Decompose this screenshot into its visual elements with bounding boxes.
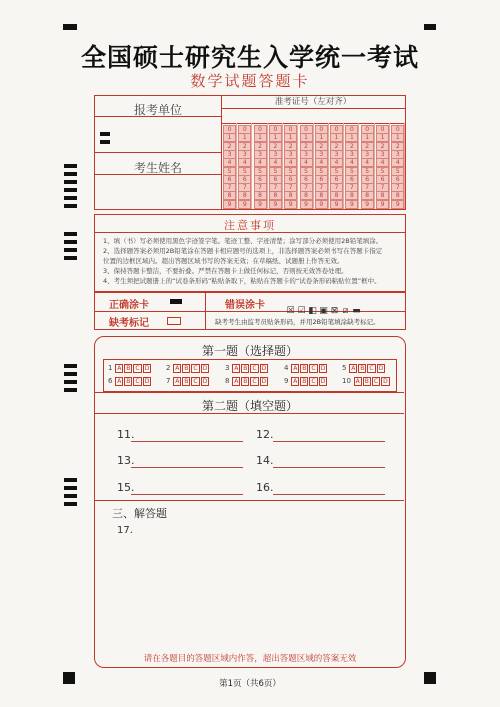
digit-bubble[interactable]: 5 <box>345 167 358 176</box>
choice-option-1-C[interactable]: C <box>135 365 140 372</box>
choice-option-8-A[interactable]: A <box>234 378 239 385</box>
choice-option-10-C[interactable]: C <box>373 378 379 385</box>
choice-number: 8 <box>225 377 232 385</box>
footer-warning: 请在各题目的答题区域内作答，超出答题区域的答案无效 <box>143 654 357 664</box>
digit-bubble[interactable]: 5 <box>269 167 282 176</box>
digit-bubble[interactable]: 0 <box>361 125 374 134</box>
exam-number-column <box>313 123 329 209</box>
choice-option-8-D[interactable]: D <box>261 378 267 385</box>
digit-bubble[interactable]: 6 <box>330 175 343 184</box>
page-number: 第1页（共6页） <box>219 679 281 689</box>
timing-mark <box>64 256 77 260</box>
timing-mark <box>64 172 77 176</box>
digit-bubble[interactable]: 5 <box>223 167 236 176</box>
digit-bubble[interactable]: 0 <box>223 125 236 134</box>
exam-number-write-row[interactable] <box>221 108 405 124</box>
digit-bubble[interactable]: 4 <box>376 158 389 167</box>
choice-item-5 <box>342 364 386 373</box>
digit-bubble[interactable]: 5 <box>361 167 374 176</box>
timing-mark <box>64 188 77 192</box>
digit-bubble[interactable]: 6 <box>254 175 267 184</box>
digit-bubble[interactable]: 4 <box>238 158 251 167</box>
digit-bubble[interactable]: 2 <box>254 142 267 151</box>
blank-label-14: 14. <box>256 454 274 467</box>
digit-bubble[interactable]: 6 <box>269 175 282 184</box>
blank-answer-15[interactable] <box>131 494 243 495</box>
digit-bubble[interactable]: 1 <box>376 133 389 142</box>
section-divider <box>94 500 404 501</box>
choice-number: 9 <box>284 377 291 385</box>
digit-bubble[interactable]: 8 <box>300 191 313 200</box>
exam-number-column <box>359 123 375 209</box>
digit-bubble[interactable]: 4 <box>330 158 343 167</box>
choice-item-8 <box>225 377 269 386</box>
timing-mark <box>64 486 77 490</box>
digit-bubble[interactable]: 9 <box>254 200 267 209</box>
blank-label-16: 16. <box>256 481 274 494</box>
timing-mark <box>64 180 77 184</box>
wrong-fill-sample-icon: ▬ <box>352 306 361 316</box>
exam-number-column <box>221 123 237 209</box>
wrong-fill-sample-icon: ◧ <box>308 306 317 316</box>
digit-bubble[interactable]: 1 <box>269 133 282 142</box>
choice-option-5-A[interactable]: A <box>351 365 356 372</box>
digit-bubble[interactable]: 6 <box>300 175 313 184</box>
choice-option-4-D[interactable]: D <box>320 365 326 372</box>
digit-bubble[interactable]: 9 <box>391 200 404 209</box>
digit-bubble[interactable]: 9 <box>345 200 358 209</box>
timing-mark <box>64 494 77 498</box>
choice-number: 1 <box>108 364 115 372</box>
choice-option-7-C[interactable]: C <box>193 378 198 385</box>
digit-bubble[interactable]: 9 <box>284 200 297 209</box>
digit-bubble[interactable]: 0 <box>300 125 313 134</box>
timing-mark <box>64 164 77 168</box>
digit-bubble[interactable]: 0 <box>376 125 389 134</box>
digit-bubble[interactable]: 9 <box>238 200 251 209</box>
absent-mark-box[interactable] <box>167 317 181 325</box>
timing-mark <box>64 388 77 392</box>
choice-option-2-A[interactable]: A <box>175 365 180 372</box>
digit-bubble[interactable]: 6 <box>284 175 297 184</box>
exam-number-column <box>267 123 283 209</box>
wrong-fill-sample-icon: ☑ <box>297 306 306 316</box>
digit-bubble[interactable]: 4 <box>254 158 267 167</box>
choice-item-2 <box>166 364 210 373</box>
notice-line: 2、选择题答案必须用2B铅笔涂在答题卡相应题号的选项上，非选择题答案必须书写在答题卡指定 <box>103 247 383 255</box>
choice-option-8-B[interactable]: B <box>243 378 248 385</box>
digit-bubble[interactable]: 0 <box>238 125 251 134</box>
choice-option-3-B[interactable]: B <box>243 365 248 372</box>
digit-bubble[interactable]: 2 <box>376 142 389 151</box>
digit-bubble[interactable]: 9 <box>223 200 236 209</box>
digit-bubble[interactable]: 9 <box>376 200 389 209</box>
blank-answer-11[interactable] <box>131 441 243 442</box>
digit-bubble[interactable]: 8 <box>269 191 282 200</box>
digit-bubble[interactable]: 1 <box>391 133 404 142</box>
digit-bubble[interactable]: 3 <box>300 150 313 159</box>
choice-option-4-A[interactable]: A <box>293 365 298 372</box>
digit-bubble[interactable]: 1 <box>300 133 313 142</box>
choice-number: 3 <box>225 364 232 372</box>
choice-option-6-B[interactable]: B <box>126 378 131 385</box>
digit-bubble[interactable]: 9 <box>315 200 328 209</box>
digit-bubble[interactable]: 7 <box>238 183 251 192</box>
digit-bubble[interactable]: 4 <box>223 158 236 167</box>
digit-bubble[interactable]: 1 <box>330 133 343 142</box>
choice-option-4-B[interactable]: B <box>302 365 307 372</box>
digit-bubble[interactable]: 3 <box>223 150 236 159</box>
choice-option-9-D[interactable]: D <box>320 378 326 385</box>
choice-item-10 <box>342 377 390 386</box>
exam-number-column <box>374 123 390 209</box>
digit-bubble[interactable]: 4 <box>345 158 358 167</box>
digit-bubble[interactable]: 8 <box>330 191 343 200</box>
choice-option-5-C[interactable]: C <box>369 365 374 372</box>
digit-bubble[interactable]: 9 <box>361 200 374 209</box>
digit-bubble[interactable]: 8 <box>315 191 328 200</box>
absent-mark-label: 缺考标记 <box>109 318 149 329</box>
digit-bubble[interactable]: 2 <box>361 142 374 151</box>
digit-bubble[interactable]: 7 <box>391 183 404 192</box>
choice-option-9-C[interactable]: C <box>311 378 316 385</box>
digit-bubble[interactable]: 3 <box>345 150 358 159</box>
page-subtitle: 数学试题答题卡 <box>190 72 310 90</box>
notice-block <box>94 214 406 292</box>
timing-mark <box>64 478 77 482</box>
digit-bubble[interactable]: 5 <box>284 167 297 176</box>
digit-bubble[interactable]: 6 <box>345 175 358 184</box>
digit-bubble[interactable]: 2 <box>300 142 313 151</box>
digit-bubble[interactable]: 1 <box>254 133 267 142</box>
digit-bubble[interactable]: 8 <box>254 191 267 200</box>
registration-mark <box>63 672 75 684</box>
digit-bubble[interactable]: 8 <box>284 191 297 200</box>
exam-unit-label: 报考单位 <box>133 103 182 117</box>
choice-option-7-A[interactable]: A <box>175 378 180 385</box>
name-field[interactable] <box>95 174 221 209</box>
left-info-panel <box>95 96 222 209</box>
blank-label-13: 13. <box>117 454 135 467</box>
digit-bubble[interactable]: 0 <box>254 125 267 134</box>
exam-number-column <box>343 123 359 209</box>
digit-bubble[interactable]: 8 <box>376 191 389 200</box>
choice-option-1-A[interactable]: A <box>117 365 122 372</box>
digit-bubble[interactable]: 1 <box>315 133 328 142</box>
correct-fill-label: 正确涂卡 <box>109 300 149 311</box>
blank-answer-14[interactable] <box>273 467 385 468</box>
exam-number-column <box>282 123 298 209</box>
section-divider <box>94 413 404 414</box>
blank-answer-16[interactable] <box>273 494 385 495</box>
digit-bubble[interactable]: 6 <box>315 175 328 184</box>
question-17-label: 17. <box>117 525 133 536</box>
wrong-fill-sample-icon: ▣ <box>319 306 328 316</box>
wrong-fill-sample-icon: ☒ <box>286 306 295 316</box>
digit-bubble[interactable]: 4 <box>300 158 313 167</box>
digit-bubble[interactable]: 7 <box>284 183 297 192</box>
notice-line: 1、填（书）写必须使用黑色字迹签字笔。笔迹工整、字迹清楚；涂写部分必须使用2B铅笔填涂。 <box>103 237 383 245</box>
choice-option-8-C[interactable]: C <box>252 378 257 385</box>
section-essay-title: 三、解答题 <box>112 507 167 520</box>
digit-bubble[interactable]: 0 <box>315 125 328 134</box>
timing-mark <box>64 364 77 368</box>
digit-bubble[interactable]: 5 <box>315 167 328 176</box>
digit-bubble[interactable]: 3 <box>269 150 282 159</box>
notice-line: 3、保持答题卡整洁，不要折叠。严禁在答题卡上做任何标记，否则按无效答卷处理。 <box>103 267 348 275</box>
digit-bubble[interactable]: 5 <box>254 167 267 176</box>
choice-item-9 <box>284 377 328 386</box>
digit-bubble[interactable]: 3 <box>391 150 404 159</box>
digit-bubble[interactable]: 3 <box>315 150 328 159</box>
digit-bubble[interactable]: 0 <box>269 125 282 134</box>
exam-number-label: 准考证号（左对齐） <box>221 96 405 109</box>
candidate-info-block <box>94 95 406 210</box>
choice-option-1-B[interactable]: B <box>126 365 131 372</box>
digit-bubble[interactable]: 5 <box>376 167 389 176</box>
digit-bubble[interactable]: 7 <box>376 183 389 192</box>
digit-bubble[interactable]: 7 <box>223 183 236 192</box>
digit-bubble[interactable]: 7 <box>330 183 343 192</box>
choice-item-6 <box>108 377 152 386</box>
notice-line: 4、考生须把试题册上的“试卷条形码”粘贴条取下，粘贴在答题卡的“试卷条形码粘贴位置”框中。 <box>103 277 381 285</box>
digit-bubble[interactable]: 8 <box>345 191 358 200</box>
digit-bubble[interactable]: 6 <box>238 175 251 184</box>
choice-number: 7 <box>166 377 173 385</box>
digit-bubble[interactable]: 2 <box>238 142 251 151</box>
choice-item-4 <box>284 364 328 373</box>
blank-label-12: 12. <box>256 428 274 441</box>
digit-bubble[interactable]: 3 <box>376 150 389 159</box>
registration-mark <box>424 24 436 30</box>
choice-option-5-D[interactable]: D <box>378 365 384 372</box>
exam-number-column <box>328 123 344 209</box>
choice-item-1 <box>108 364 152 373</box>
digit-bubble[interactable]: 4 <box>361 158 374 167</box>
exam-unit-field[interactable] <box>95 116 221 153</box>
section-choice-title: 第一题（选择题） <box>201 344 298 358</box>
choice-option-3-C[interactable]: C <box>252 365 257 372</box>
question-17-answer-area[interactable] <box>104 540 394 645</box>
timing-mark <box>64 196 77 200</box>
choice-option-2-D[interactable]: D <box>202 365 208 372</box>
digit-bubble[interactable]: 2 <box>345 142 358 151</box>
exam-number-column <box>236 123 252 209</box>
digit-bubble[interactable]: 8 <box>361 191 374 200</box>
timing-mark <box>64 372 77 376</box>
digit-bubble[interactable]: 7 <box>315 183 328 192</box>
exam-number-column <box>252 123 268 209</box>
registration-mark <box>424 672 436 684</box>
digit-bubble[interactable]: 3 <box>330 150 343 159</box>
digit-bubble[interactable]: 2 <box>315 142 328 151</box>
choice-item-7 <box>166 377 210 386</box>
digit-bubble[interactable]: 2 <box>284 142 297 151</box>
choice-number: 6 <box>108 377 115 385</box>
section-divider <box>94 392 404 393</box>
choice-option-10-D[interactable]: D <box>383 378 388 385</box>
digit-bubble[interactable]: 7 <box>345 183 358 192</box>
wrong-fill-sample-icon: ⧄ <box>342 306 349 316</box>
digit-bubble[interactable]: 7 <box>269 183 282 192</box>
notice-title: 注意事项 <box>224 219 276 232</box>
digit-bubble[interactable]: 8 <box>238 191 251 200</box>
notice-divider <box>95 232 405 233</box>
digit-bubble[interactable]: 4 <box>315 158 328 167</box>
digit-bubble[interactable]: 9 <box>330 200 343 209</box>
choice-option-9-A[interactable]: A <box>293 378 298 385</box>
digit-bubble[interactable]: 6 <box>361 175 374 184</box>
choice-option-6-D[interactable]: D <box>144 378 150 385</box>
choice-option-7-B[interactable]: B <box>184 378 189 385</box>
digit-bubble[interactable]: 7 <box>254 183 267 192</box>
choice-option-5-B[interactable]: B <box>360 365 365 372</box>
choice-item-3 <box>225 364 269 373</box>
digit-bubble[interactable]: 9 <box>300 200 313 209</box>
fill-legend-block <box>94 292 406 330</box>
digit-bubble[interactable]: 2 <box>330 142 343 151</box>
choice-option-3-D[interactable]: D <box>261 365 267 372</box>
digit-bubble[interactable]: 1 <box>361 133 374 142</box>
blank-answer-13[interactable] <box>131 467 243 468</box>
digit-bubble[interactable]: 0 <box>330 125 343 134</box>
digit-bubble[interactable]: 4 <box>284 158 297 167</box>
digit-bubble[interactable]: 7 <box>361 183 374 192</box>
wrong-fill-samples-icon <box>285 298 362 317</box>
digit-bubble[interactable]: 5 <box>391 167 404 176</box>
timing-mark <box>64 232 77 236</box>
digit-bubble[interactable]: 3 <box>361 150 374 159</box>
digit-bubble[interactable]: 5 <box>300 167 313 176</box>
choice-option-4-C[interactable]: C <box>311 365 316 372</box>
choice-option-3-A[interactable]: A <box>234 365 239 372</box>
choice-option-6-A[interactable]: A <box>117 378 122 385</box>
digit-bubble[interactable]: 2 <box>391 142 404 151</box>
registration-mark <box>63 24 77 30</box>
choice-number: 10 <box>342 377 354 385</box>
blank-label-11: 11. <box>117 428 135 441</box>
notice-line: 位置的边框区域内。超出答题区域书写的答案无效；在草稿纸、试题册上作答无效。 <box>103 257 344 265</box>
digit-bubble[interactable]: 5 <box>330 167 343 176</box>
choice-number: 2 <box>166 364 173 372</box>
digit-bubble[interactable]: 6 <box>376 175 389 184</box>
digit-bubble[interactable]: 1 <box>223 133 236 142</box>
wrong-fill-sample-icon: ⊠ <box>330 306 339 316</box>
blank-answer-12[interactable] <box>273 441 385 442</box>
digit-bubble[interactable]: 3 <box>254 150 267 159</box>
digit-bubble[interactable]: 0 <box>284 125 297 134</box>
name-label: 考生姓名 <box>133 161 182 175</box>
digit-bubble[interactable]: 9 <box>269 200 282 209</box>
digit-bubble[interactable]: 3 <box>284 150 297 159</box>
digit-bubble[interactable]: 2 <box>223 142 236 151</box>
choice-option-2-B[interactable]: B <box>184 365 189 372</box>
choice-option-9-B[interactable]: B <box>302 378 307 385</box>
digit-bubble[interactable]: 3 <box>238 150 251 159</box>
choice-option-2-C[interactable]: C <box>193 365 198 372</box>
digit-bubble[interactable]: 5 <box>238 167 251 176</box>
timing-mark <box>64 248 77 252</box>
choice-option-10-B[interactable]: B <box>364 378 369 385</box>
digit-bubble[interactable]: 1 <box>284 133 297 142</box>
exam-number-column <box>389 123 405 209</box>
choice-number: 5 <box>342 364 349 372</box>
digit-bubble[interactable]: 4 <box>269 158 282 167</box>
digit-bubble[interactable]: 4 <box>391 158 404 167</box>
digit-bubble[interactable]: 6 <box>223 175 236 184</box>
choice-option-10-A[interactable]: A <box>355 378 360 385</box>
choice-option-6-C[interactable]: C <box>135 378 140 385</box>
digit-bubble[interactable]: 0 <box>391 125 404 134</box>
exam-number-bubble-grid <box>221 123 405 209</box>
digit-bubble[interactable]: 1 <box>345 133 358 142</box>
legend-divider <box>205 293 206 329</box>
digit-bubble[interactable]: 8 <box>391 191 404 200</box>
correct-fill-sample-icon <box>170 299 182 304</box>
digit-bubble[interactable]: 2 <box>269 142 282 151</box>
page-title: 全国硕士研究生入学统一考试 <box>80 43 419 72</box>
section-fill-title: 第二题（填空题） <box>201 399 298 413</box>
digit-bubble[interactable]: 6 <box>391 175 404 184</box>
timing-mark <box>64 240 77 244</box>
choice-option-1-D[interactable]: D <box>144 365 150 372</box>
digit-bubble[interactable]: 7 <box>300 183 313 192</box>
choice-number: 4 <box>284 364 291 372</box>
wrong-fill-label: 错误涂卡 <box>225 300 265 311</box>
timing-mark <box>64 204 77 208</box>
choice-option-7-D[interactable]: D <box>202 378 208 385</box>
digit-bubble[interactable]: 8 <box>223 191 236 200</box>
timing-mark <box>64 380 77 384</box>
digit-bubble[interactable]: 0 <box>345 125 358 134</box>
timing-mark <box>64 502 77 506</box>
absent-mark-note: 缺考考生由监考员贴条形码，并用2B铅笔填涂缺考标记。 <box>215 318 380 326</box>
blank-label-15: 15. <box>117 481 135 494</box>
digit-bubble[interactable]: 1 <box>238 133 251 142</box>
exam-number-column <box>298 123 314 209</box>
